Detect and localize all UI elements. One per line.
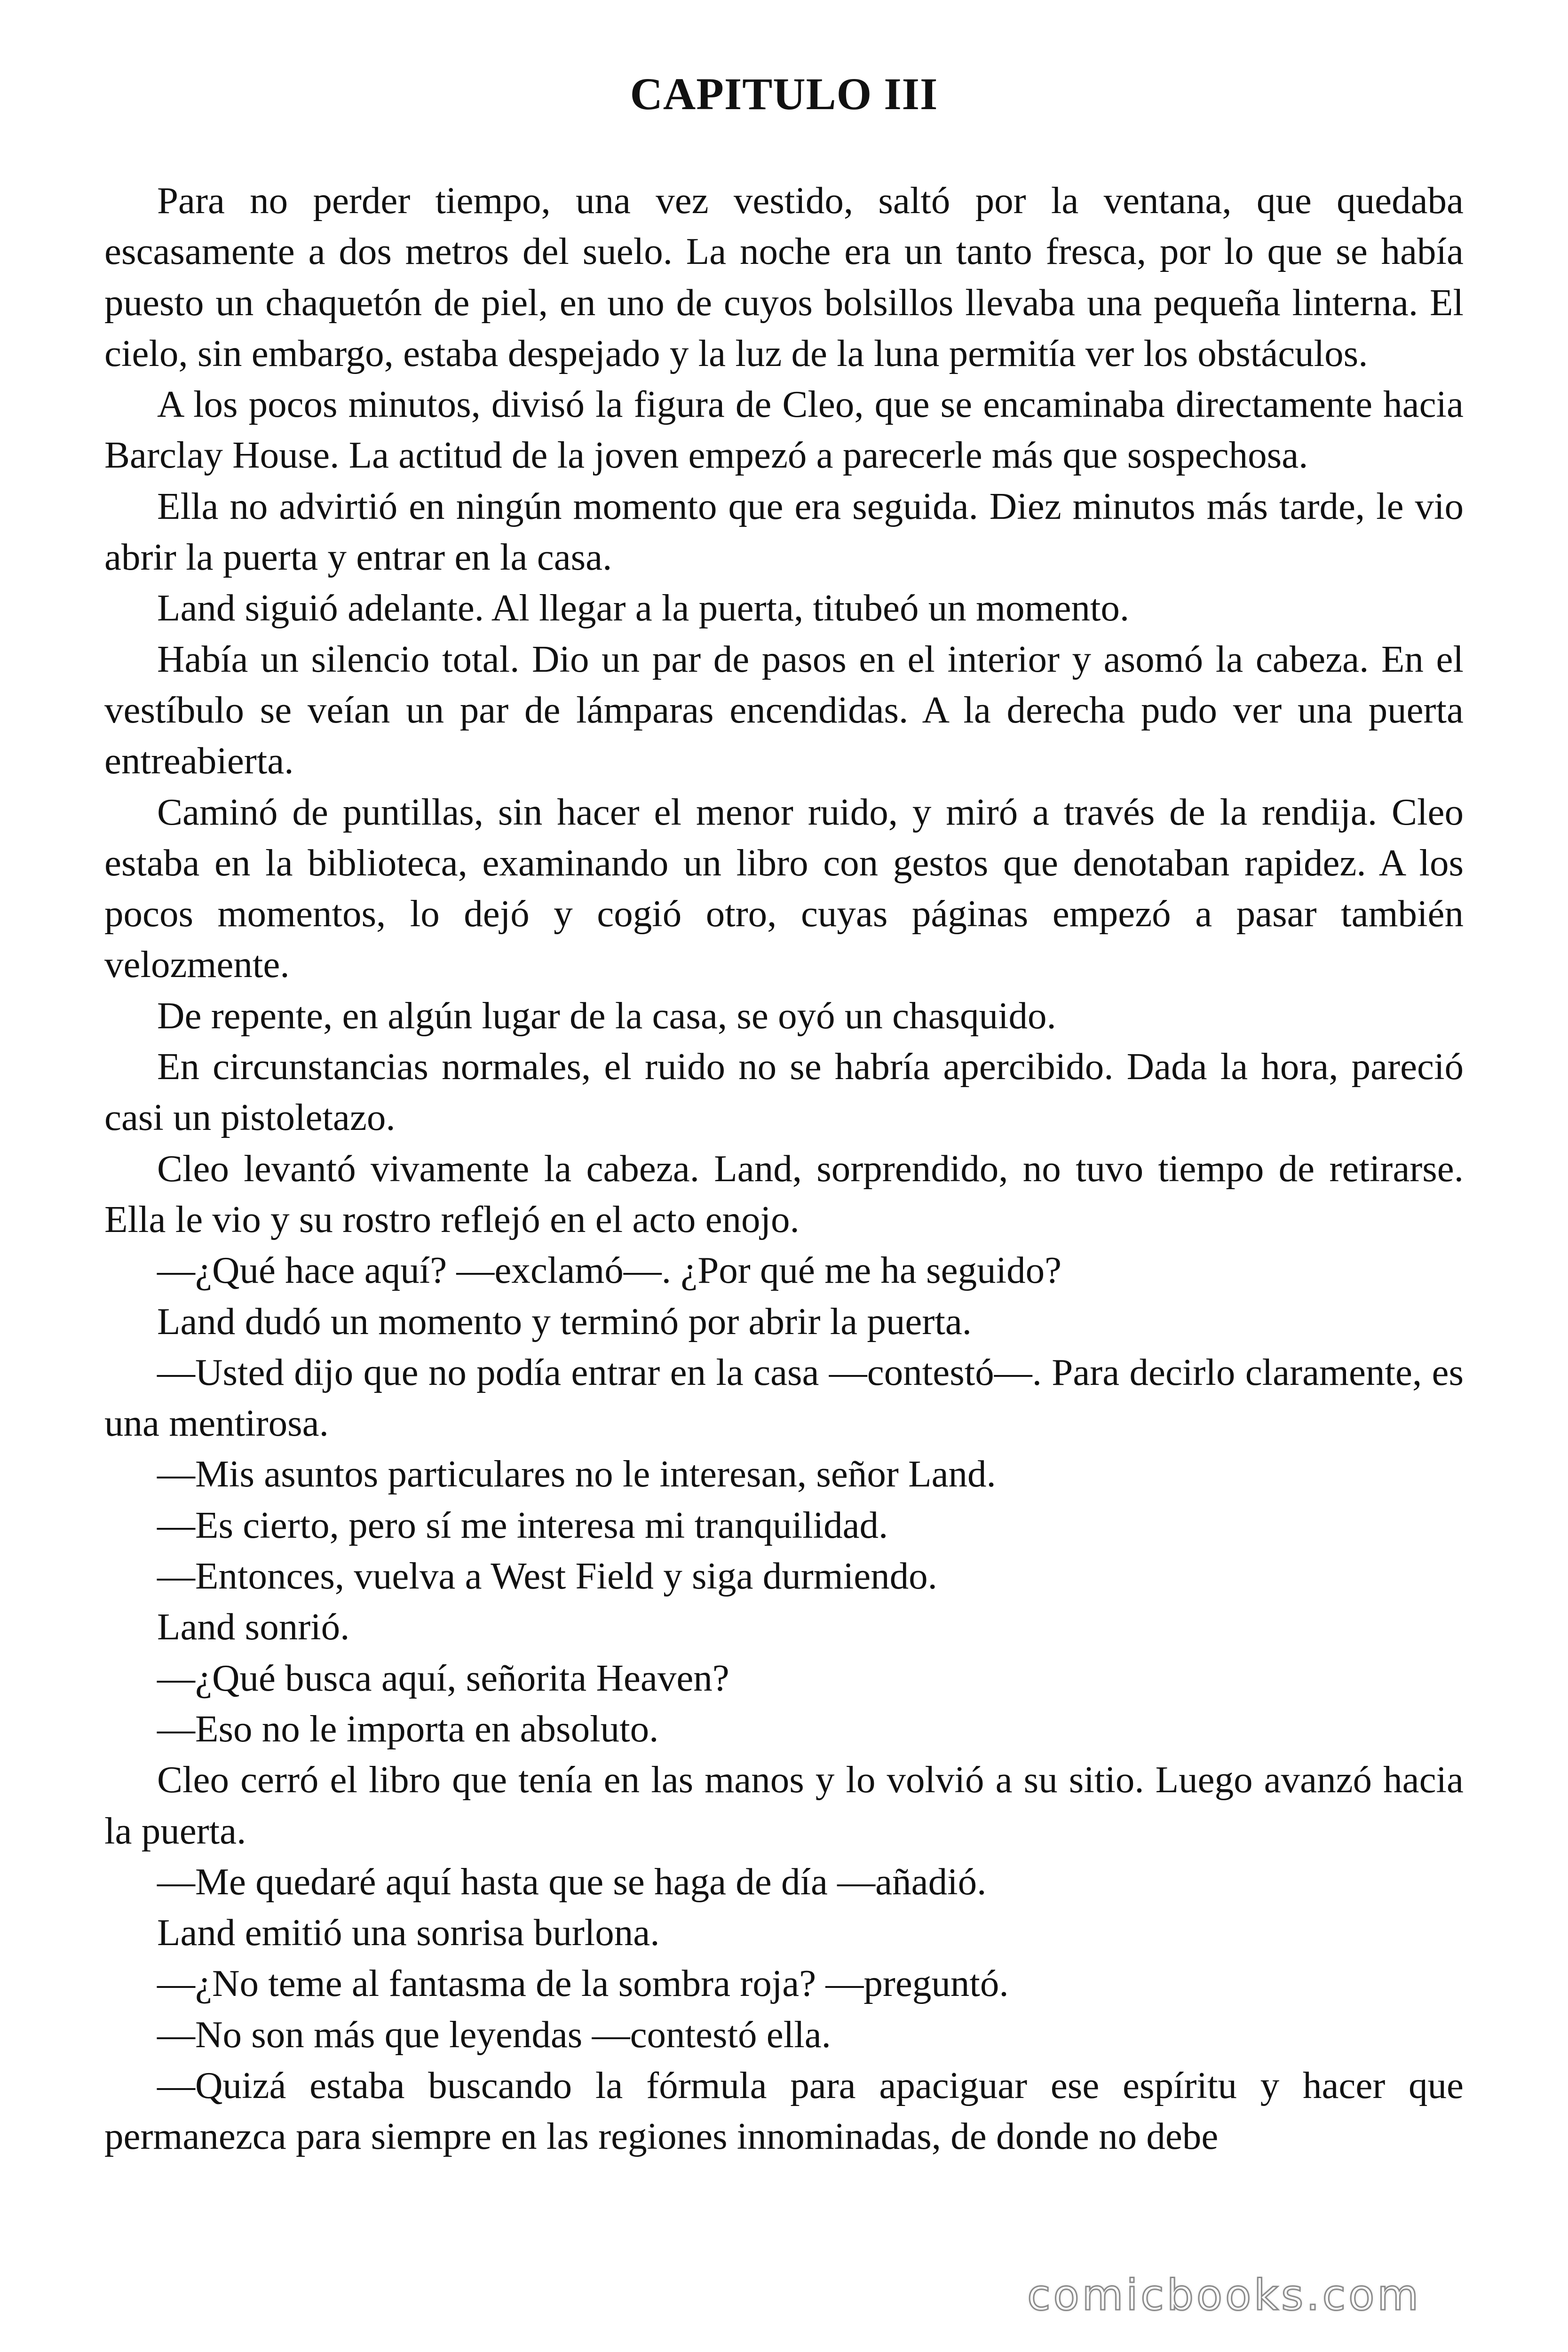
dialogue-line: —¿Qué busca aquí, señorita Heaven? xyxy=(157,1656,729,1699)
paragraph: A los pocos minutos, divisó la figura de Cleo, que se encaminaba directamente hacia Barclay House. La actitud de la joven empezó a parecerle más que sospechosa. xyxy=(104,383,1464,477)
paragraph: Caminó de puntillas, sin hacer el menor ruido, y miró a través de la rendija. Cleo estaba en la biblioteca, examinando un libro con gestos que denotaban rapidez. A los pocos momentos, lo dejó y cogió otro, cuyas páginas empezó a pasar también velozmente. xyxy=(104,790,1464,986)
dialogue-line: —Usted dijo que no podía entrar en la casa —contestó—. Para decirlo claramente, es una mentirosa. xyxy=(104,1351,1464,1445)
paragraph: Land emitió una sonrisa burlona. xyxy=(157,1911,660,1954)
book-page xyxy=(104,0,1464,2352)
dialogue-line: —No son más que leyendas —contestó ella. xyxy=(157,2013,831,2056)
chapter-body xyxy=(104,175,1464,2162)
dialogue-line: —Entonces, vuelva a West Field y siga durmiendo. xyxy=(157,1555,937,1597)
paragraph: Cleo cerró el libro que tenía en las manos y lo volvió a su sitio. Luego avanzó hacia la puerta. xyxy=(104,1758,1464,1852)
dialogue-line: —¿Qué hace aquí? —exclamó—. ¿Por qué me ha seguido? xyxy=(157,1249,1062,1292)
paragraph: Land dudó un momento y terminó por abrir la puerta. xyxy=(157,1300,972,1343)
paragraph: Había un silencio total. Dio un par de pasos en el interior y asomó la cabeza. En el vestíbulo se veían un par de lámparas encendidas. A la derecha pudo ver una puerta entreabierta. xyxy=(104,637,1464,782)
dialogue-line: —Mis asuntos particulares no le interesan, señor Land. xyxy=(157,1453,996,1495)
dialogue-line: —Quizá estaba buscando la fórmula para apaciguar ese espíritu y hacer que permanezca para siempre en las regiones innominadas, de donde no debe xyxy=(104,2064,1464,2158)
paragraph: Cleo levantó vivamente la cabeza. Land, sorprendido, no tuvo tiempo de retirarse. Ella le vio y su rostro reflejó en el acto enojo. xyxy=(104,1147,1464,1240)
dialogue-line: —Eso no le importa en absoluto. xyxy=(157,1707,659,1750)
dialogue-line: —Me quedaré aquí hasta que se haga de día —añadió. xyxy=(157,1860,987,1903)
dialogue-line: —¿No teme al fantasma de la sombra roja? —preguntó. xyxy=(157,1962,1009,2005)
paragraph: Para no perder tiempo, una vez vestido, saltó por la ventana, que quedaba escasamente a dos metros del suelo. La noche era un tanto fresca, por lo que se había puesto un chaquetón de piel, en uno de cuyos bolsillos llevaba una pequeña linterna. El cielo, sin embargo, estaba despejado y la luz de la luna permitía ver los obstáculos. xyxy=(104,179,1464,374)
paragraph: De repente, en algún lugar de la casa, se oyó un chasquido. xyxy=(157,994,1056,1037)
dialogue-line: —Es cierto, pero sí me interesa mi tranquilidad. xyxy=(157,1503,888,1546)
paragraph: Land siguió adelante. Al llegar a la puerta, titubeó un momento. xyxy=(157,587,1130,629)
chapter-title: CAPITULO III xyxy=(630,69,938,119)
watermark-logo: comicbooks.com xyxy=(1027,2271,1421,2320)
paragraph: Land sonrió. xyxy=(157,1605,350,1648)
paragraph: Ella no advirtió en ningún momento que era seguida. Diez minutos más tarde, le vio abrir la puerta y entrar en la casa. xyxy=(104,485,1464,579)
paragraph: En circunstancias normales, el ruido no se habría apercibido. Dada la hora, pareció casi un pistoletazo. xyxy=(104,1045,1464,1139)
